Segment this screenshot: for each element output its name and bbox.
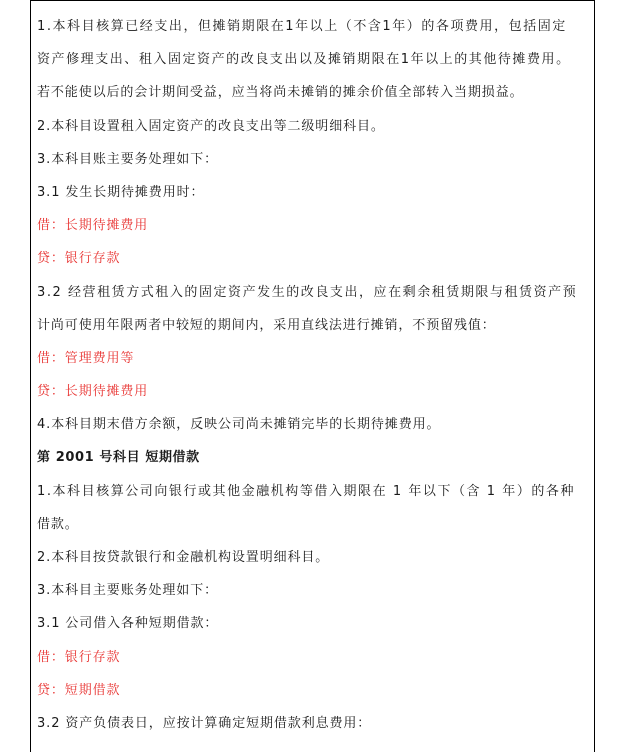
journal-entry-debit: 借：长期待摊费用 <box>37 218 149 234</box>
paragraph-line: 3.本科目账主要务处理如下： <box>37 151 219 167</box>
paragraph-line: 计尚可使用年限两者中较短的期间内，采用直线法进行摊销，不预留残值： <box>37 317 496 333</box>
paragraph-line: 4.本科目期末借方余额，反映公司尚未摊销完毕的长期待摊费用。 <box>37 417 441 433</box>
document-body <box>37 10 588 740</box>
paragraph-line: 3.1 公司借入各种短期借款： <box>37 616 219 632</box>
journal-entry-credit: 贷：银行存款 <box>37 251 121 267</box>
paragraph-line: 3.2 经营租赁方式租入的固定资产发生的改良支出，应在剩余租赁期限与租赁资产预 <box>37 284 578 300</box>
page-border-left <box>30 0 31 752</box>
page-border-right <box>594 0 595 752</box>
journal-entry-debit: 借：银行存款 <box>37 649 121 665</box>
paragraph-line: 3.2 资产负债表日，应按计算确定短期借款利息费用： <box>37 715 372 731</box>
paragraph-line: 借款。 <box>37 516 79 532</box>
paragraph-line: 2.本科目设置租入固定资产的改良支出等二级明细科目。 <box>37 118 385 134</box>
page-border-top <box>30 0 595 1</box>
paragraph-line: 3.本科目主要账务处理如下： <box>37 583 219 599</box>
paragraph-line: 2.本科目按贷款银行和金融机构设置明细科目。 <box>37 550 330 565</box>
journal-entry-credit: 贷：长期待摊费用 <box>37 384 149 400</box>
section-heading: 第 2001 号科目 短期借款 <box>37 450 200 466</box>
paragraph-line: 1.本科目核算公司向银行或其他金融机构等借入期限在 1 年以下（含 1 年）的各种 <box>37 483 576 499</box>
paragraph-line: 若不能使以后的会计期间受益，应当将尚未摊销的摊余价值全部转入当期损益。 <box>37 85 524 101</box>
paragraph-line: 3.1 发生长期待摊费用时： <box>37 184 205 200</box>
journal-entry-credit: 贷：短期借款 <box>37 682 121 698</box>
journal-entry-debit: 借：管理费用等 <box>37 350 135 366</box>
paragraph-line: 1.本科目核算已经支出，但摊销期限在1年以上（不含1年）的各项费用，包括固定 <box>37 19 567 34</box>
paragraph-line: 资产修理支出、租入固定资产的改良支出以及摊销期限在1年以上的其他待摊费用。 <box>37 52 571 68</box>
